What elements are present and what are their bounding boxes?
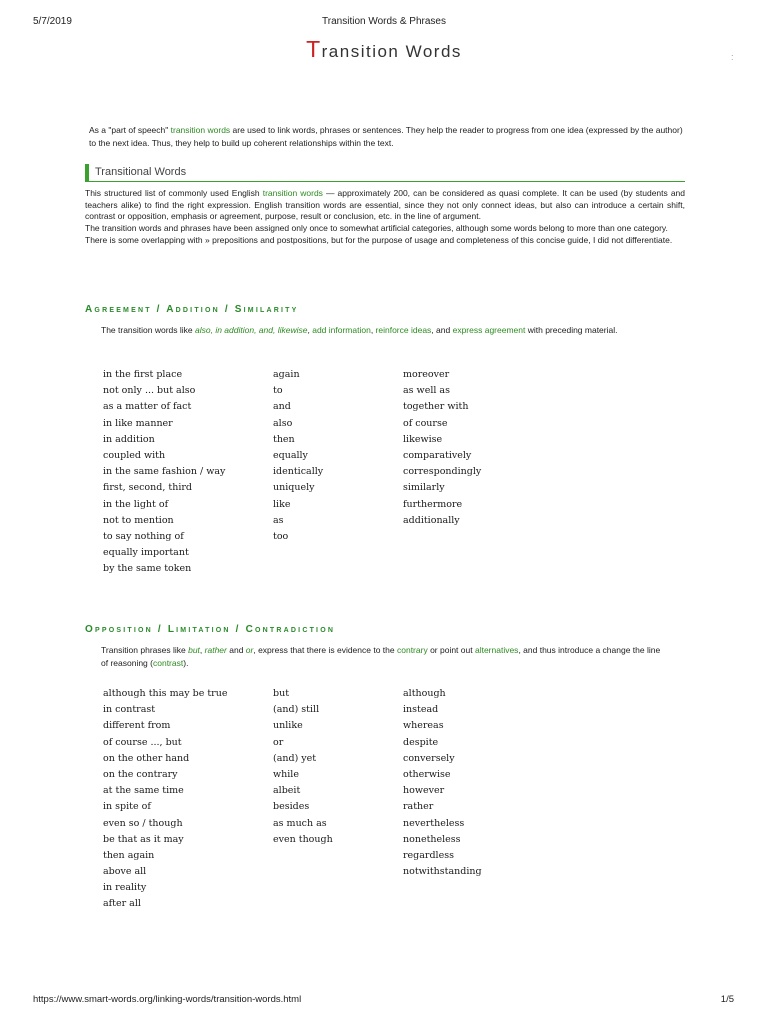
body-p3-text-a: There is some overlapping with [85, 235, 206, 246]
express-agreement-link[interactable]: express agreement [452, 325, 526, 335]
transition-word: similarly [403, 482, 445, 494]
transition-word: whereas [403, 720, 444, 732]
desc1-text-1: The transition words like [101, 325, 196, 335]
title-first-letter: T [306, 36, 322, 62]
page-number: 1/5 [720, 994, 734, 1005]
body-p3-text-b: and postpositions, but for the purpose of usage and completeness of this concise guide, I did not differentiate. [257, 235, 673, 246]
body-link-transition-words[interactable]: transition words [262, 188, 323, 198]
body-paragraph-1 [85, 188, 685, 223]
intro-paragraph [89, 124, 685, 149]
transition-word: but [273, 688, 290, 699]
transition-word: not to mention [103, 514, 174, 526]
transition-word: in addition [103, 433, 155, 445]
word-column [273, 686, 333, 848]
body-p1-text-a: This structured list of commonly used English [85, 188, 263, 198]
transition-word: furthermore [403, 498, 463, 510]
transition-word: notwithstanding [403, 866, 482, 878]
transition-word: in reality [103, 882, 147, 894]
transition-word: nevertheless [403, 817, 465, 829]
transition-word: not only ... but also [103, 385, 196, 397]
desc2-rather: rather [204, 645, 227, 655]
transition-word: unlike [273, 720, 303, 732]
transition-word: in spite of [103, 801, 151, 813]
transition-word: as much as [273, 817, 327, 829]
reinforce-ideas-link[interactable]: reinforce ideas [375, 325, 432, 335]
transition-word: in the first place [103, 369, 183, 380]
transition-word: even though [273, 833, 333, 845]
transition-word: equally important [103, 547, 189, 559]
section-heading-label: Transitional Words [95, 166, 187, 178]
word-column [403, 686, 482, 880]
alternatives-link[interactable]: alternatives [474, 645, 519, 655]
category-desc-opposition [101, 644, 661, 669]
intro-text-1: As a "part of speech" [89, 125, 171, 135]
transition-word: however [403, 785, 445, 797]
word-column [103, 367, 225, 577]
desc2-text-1: Transition phrases like [101, 645, 189, 655]
transition-word: despite [403, 736, 439, 748]
desc2-text-5: or point out [427, 645, 475, 655]
transition-word: to [273, 385, 283, 397]
body-p1-text-b: — approximately 200, can be considered as quasi complete. It can be used (by students and teachers alike) to find the right expression. English transition words are essential, since they not only connect ideas, but also can introduce a certain shift, contrast or opposition, emphasis or agreement, purpose, result or conclusion, etc. in the line of argument. [85, 188, 685, 222]
desc2-or: or [245, 645, 254, 655]
intro-text-2: are used to link words, phrases or sentences. They help the reader to progress from one idea (expressed by the author) to the next idea. Thus, they help to build up coherent relationships within the text. [89, 125, 683, 148]
transition-word: and [273, 401, 291, 413]
transition-word: be that as it may [103, 833, 184, 845]
page-mark: : [731, 52, 734, 62]
transition-word: first, second, third [103, 482, 192, 494]
word-column [103, 686, 227, 913]
transition-word: like [273, 498, 291, 510]
transition-word: additionally [403, 514, 460, 526]
intro-link-transition-words[interactable]: transition words [170, 125, 231, 135]
desc1-text-2: , [307, 325, 313, 335]
word-column [403, 367, 481, 529]
transition-word: again [273, 369, 300, 380]
desc1-examples: also, in addition, and, likewise [195, 325, 308, 335]
transition-word: besides [273, 801, 310, 813]
category-heading-agreement: Agreement / Addition / Similarity [85, 304, 299, 315]
transition-word: although [403, 688, 446, 699]
transition-word: in like manner [103, 417, 173, 429]
transition-word: in contrast [103, 704, 156, 716]
desc1-text-4: , and [431, 325, 453, 335]
transition-word: together with [403, 401, 469, 413]
transition-word: above all [103, 866, 147, 878]
body-paragraph-2: The transition words and phrases have been assigned only once to somewhat artificial categories, although some words belong to more than one category. [85, 223, 668, 234]
print-doc-title: Transition Words & Phrases [322, 16, 446, 27]
transition-word: moreover [403, 369, 450, 380]
desc2-text-4: , express that there is evidence to the [253, 645, 397, 655]
transition-word: identically [273, 466, 324, 478]
transition-word: otherwise [403, 768, 451, 780]
contrast-link[interactable]: contrast [152, 657, 184, 668]
print-header [0, 16, 768, 30]
transition-word: of course ..., but [103, 736, 182, 748]
transition-word: coupled with [103, 449, 166, 461]
transition-word: by the same token [103, 563, 192, 575]
transition-word: then again [103, 849, 155, 861]
transition-word: instead [403, 704, 439, 716]
transition-word: although this may be true [103, 688, 228, 699]
contrary-link[interactable]: contrary [396, 645, 428, 655]
transition-word: as a matter of fact [103, 401, 192, 413]
word-column [273, 367, 323, 545]
category-desc-agreement [101, 324, 661, 337]
transition-word: too [273, 530, 289, 542]
transition-word: or [273, 736, 284, 748]
desc1-text-5: with preceding material. [525, 325, 618, 335]
transition-word: (and) still [273, 704, 320, 716]
transition-word: to say nothing of [103, 530, 184, 542]
desc2-text-2: , [199, 645, 205, 655]
transition-word: as well as [403, 385, 450, 397]
add-information-link[interactable]: add information [312, 325, 371, 335]
transition-word: on the contrary [103, 768, 178, 780]
transition-word: in the light of [103, 498, 169, 510]
desc2-text-7: ). [183, 657, 189, 668]
category-heading-opposition: Opposition / Limitation / Contradiction [85, 624, 336, 635]
transition-word: conversely [403, 752, 455, 764]
transition-word: different from [103, 720, 171, 732]
section-heading-transitional-words [85, 164, 685, 182]
transition-word: on the other hand [103, 752, 190, 764]
transition-word: also [273, 417, 293, 429]
transition-word: then [273, 433, 295, 445]
transition-word: as [273, 514, 284, 526]
transition-word: likewise [403, 433, 443, 445]
body-text [85, 188, 685, 247]
transition-word: rather [403, 801, 434, 813]
transition-word: albeit [273, 785, 301, 797]
desc2-but: but [188, 645, 200, 655]
transition-word: at the same time [103, 785, 184, 797]
print-url: https://www.smart-words.org/linking-words/transition-words.html [33, 994, 302, 1005]
print-date: 5/7/2019 [33, 16, 72, 27]
transition-word: even so / though [103, 817, 183, 829]
transition-word: while [273, 768, 299, 780]
prepositions-link[interactable]: » prepositions [205, 235, 258, 246]
body-paragraph-3 [85, 235, 685, 247]
desc1-text-3: , [370, 325, 376, 335]
page-title [0, 36, 768, 63]
transition-word: comparatively [403, 449, 472, 461]
transition-word: nonetheless [403, 833, 461, 845]
desc2-text-6: , and thus introduce a change the line of reasoning ( [101, 645, 661, 668]
transition-word: correspondingly [403, 466, 482, 478]
desc2-text-3: and [226, 645, 246, 655]
transition-word: uniquely [273, 482, 315, 494]
transition-word: (and) yet [273, 752, 317, 764]
print-footer [0, 994, 768, 1008]
transition-word: in the same fashion / way [103, 466, 226, 478]
transition-word: after all [103, 898, 141, 910]
title-rest: ransition Words [321, 42, 462, 61]
transition-word: equally [273, 449, 308, 461]
transition-word: of course [403, 417, 448, 429]
transition-word: regardless [403, 849, 454, 861]
